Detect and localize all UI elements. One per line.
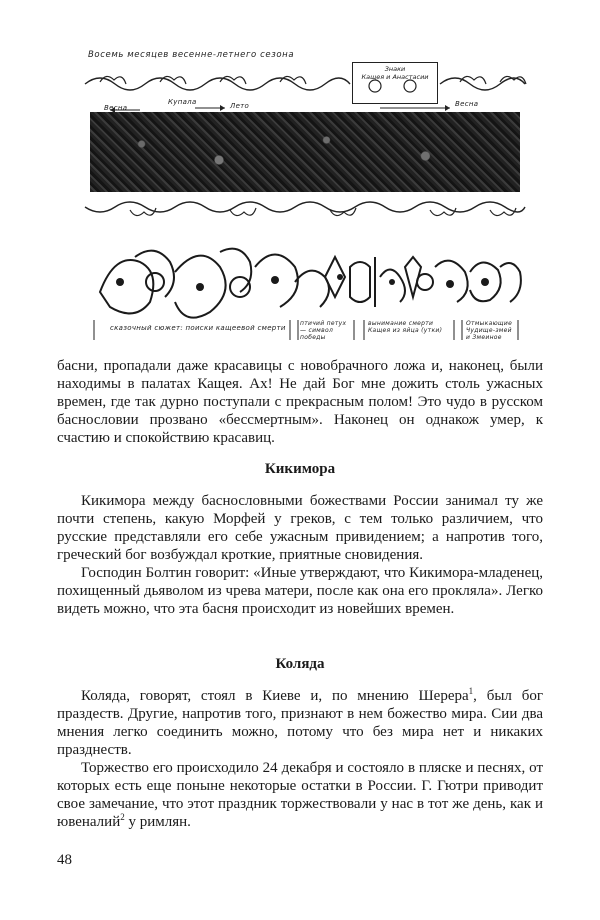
heading-kikimora: Кикимора [264,461,336,477]
bottom-caption-1: сказочный сюжет: поиски кащеевой смерти [110,324,286,332]
label-spring-left: Весна [104,104,128,112]
footnote-ref-1: 1 [468,686,474,696]
paragraph-4-part-a: Коляда, говорят, стоял в Киеве и, по мнению Шерера [81,688,469,704]
section-kolyada [57,687,543,831]
paragraph-4-part-b: , был бог праздеств. Другие, напротив того, признают в нем божество мира. Сии два мнения легко соединить можно, потому что без мира нет и никаких празднеств. [57,688,543,758]
bottom-caption-3: вынимание смерти Кащея из яйца (утки) [368,320,443,334]
paragraph-1: басни, пропадали даже красавицы с новобрачного ложа и, наконец, были находимы в палатах Кащея. Ах! Не дай Бог мне дожить столь ужасных времен, где так дурно поступали с прекрасным полом! Это чудо в русском баснословии прозвано «бессмертным». Наконец он однакож умер, к счастию и спокойствию красавиц. [57,358,543,446]
bottom-caption-4: Отмыкающие Чудище-змей и Змеиное [466,320,513,341]
paragraph-3: Господин Болтин говорит: «Иные утверждают, что Кикимора-младенец, похищенный дьяволом из чрева матери, после как она его прокляла». Легко видеть можно, что эта басня происходит из новейших времен. [57,565,543,617]
paragraph-5-part-b: у римлян. [124,814,191,830]
box-caption-line1: Знаки [384,65,406,73]
ornament-drawing [80,42,530,347]
paragraph-5-part-a: Торжество его происходило 24 декабря и состояло в пляске и песнях, от которых есть еще поныне некоторые остатки в России. Г. Гютри приводит свое замечание, что этот праздник торжествовали у нас в тот же день, как и ювеналий [57,760,543,830]
paragraph-4 [57,687,543,759]
page-number: 48 [57,852,72,868]
paragraph-kashchei-end [57,357,543,447]
dark-ornamental-band [90,112,520,192]
bottom-caption-2: птичий петух — символ победы [300,320,347,341]
section-kikimora [57,492,543,618]
paragraph-2: Кикимора между баснословными божествами России занимал ту же почти степень, какую Морфей у греков, с тем только различием, что русские представляли его себе ужасным привидением; а напротив того, греческий бог возбуждал кроткие, приятные сновидения. [57,493,543,563]
ornament-figure [80,42,530,347]
paragraph-5 [57,759,543,831]
label-kupala: Купала [168,98,197,106]
top-wave-border-right [440,78,525,90]
label-spring-right: Весна [455,100,479,108]
lower-wave-border [85,202,525,212]
heading-kolyada: Коляда [275,656,325,672]
box-caption-line2: Кащея и Анастасии [361,73,429,81]
footnote-ref-2: 2 [120,812,125,822]
figure-top-caption: Восемь месяцев весенне-летнего сезона [88,50,295,60]
label-summer: Лето [230,102,250,110]
frieze-figures [100,249,521,318]
